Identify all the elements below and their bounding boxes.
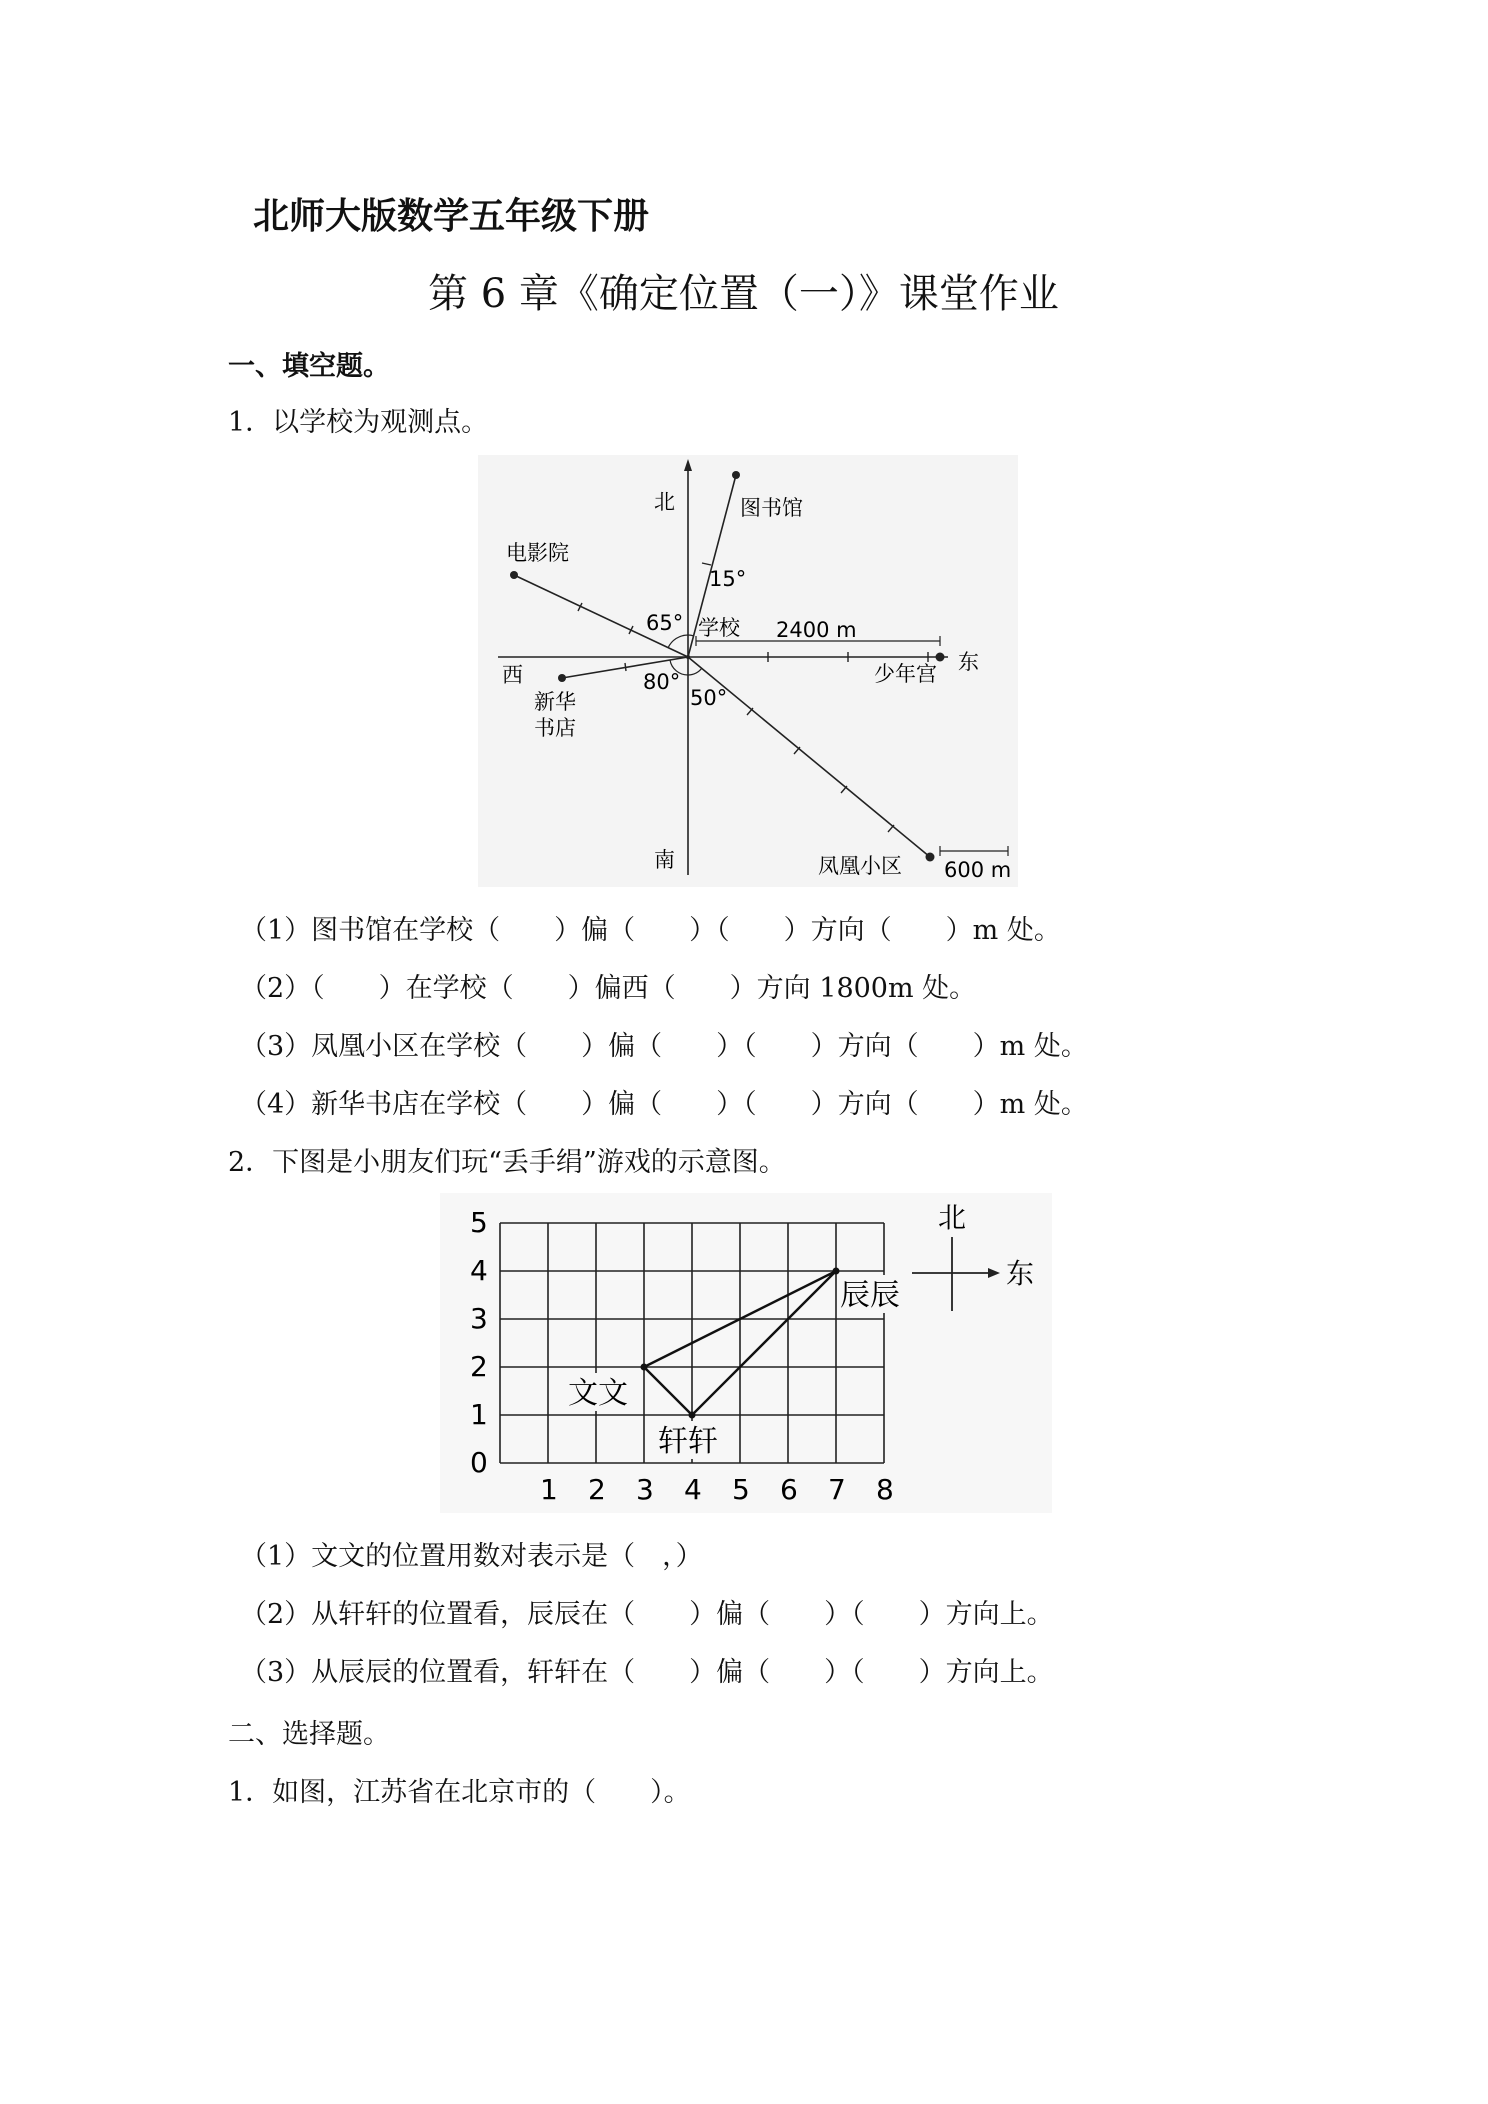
label-angle-50: 50°	[690, 686, 728, 710]
question-1-item-1: （1）图书馆在学校（ ）偏（ ）（ ）方向（ ）m 处。	[240, 915, 1061, 946]
question-1-prompt: 1．以学校为观测点。	[228, 407, 489, 438]
question-2-prompt: 2．下图是小朋友们玩“丢手绢”游戏的示意图。	[228, 1147, 786, 1178]
document-title: 北师大版数学五年级下册	[253, 196, 650, 237]
wenwen-point	[641, 1364, 648, 1371]
x-tick-8: 8	[876, 1473, 894, 1506]
compass-east: 东	[1006, 1257, 1035, 1290]
grid-game-figure	[440, 1193, 1052, 1513]
section-heading-choice: 二、选择题。	[228, 1719, 390, 1750]
label-bookstore-2: 书店	[534, 716, 576, 740]
x-tick-3: 3	[636, 1473, 654, 1506]
label-wenwen: 文文	[568, 1376, 628, 1411]
label-angle-15: 15°	[709, 567, 747, 591]
label-west: 西	[502, 663, 523, 687]
phoenix-point	[926, 853, 935, 862]
chenchen-point	[833, 1268, 840, 1275]
label-school: 学校	[698, 616, 740, 640]
section-heading-fill-in: 一、填空题。	[228, 351, 390, 382]
question-2-item-3: （3）从辰辰的位置看，轩轩在（ ）偏（ ）（ ）方向上。	[240, 1657, 1054, 1688]
xuanxuan-point	[689, 1412, 696, 1419]
youth-palace-point	[936, 653, 945, 662]
y-tick-2: 2	[470, 1350, 488, 1383]
chapter-title: 第 6 章《确定位置（一）》课堂作业	[428, 271, 1059, 317]
label-phoenix: 凤凰小区	[818, 854, 902, 878]
question-1-item-4: （4）新华书店在学校（ ）偏（ ）（ ）方向（ ）m 处。	[240, 1089, 1088, 1120]
label-east: 东	[958, 650, 979, 674]
y-tick-4: 4	[470, 1254, 488, 1287]
y-tick-5: 5	[470, 1206, 488, 1239]
y-tick-0: 0	[470, 1446, 488, 1479]
label-cinema: 电影院	[506, 541, 569, 565]
x-tick-5: 5	[732, 1473, 750, 1506]
label-xuanxuan: 轩轩	[658, 1424, 718, 1459]
label-distance: 2400 m	[776, 618, 857, 642]
question-1-item-3: （3）凤凰小区在学校（ ）偏（ ）（ ）方向（ ）m 处。	[240, 1031, 1088, 1062]
x-tick-7: 7	[828, 1473, 846, 1506]
label-north: 北	[654, 490, 675, 514]
direction-map-figure	[478, 455, 1018, 887]
y-tick-3: 3	[470, 1302, 488, 1335]
label-chenchen: 辰辰	[840, 1278, 900, 1313]
x-tick-6: 6	[780, 1473, 798, 1506]
label-angle-80: 80°	[643, 670, 681, 694]
x-tick-1: 1	[540, 1473, 558, 1506]
x-tick-4: 4	[684, 1473, 702, 1506]
question-2-item-1: （1）文文的位置用数对表示是（ ，）	[240, 1541, 703, 1572]
label-scale: 600 m	[944, 858, 1012, 882]
question-2-item-2: （2）从轩轩的位置看，辰辰在（ ）偏（ ）（ ）方向上。	[240, 1599, 1054, 1630]
x-tick-2: 2	[588, 1473, 606, 1506]
cinema-point	[510, 571, 518, 579]
section-2-question-1: 1．如图，江苏省在北京市的（ ）。	[228, 1777, 691, 1808]
label-angle-65: 65°	[646, 611, 684, 635]
compass-north: 北	[938, 1201, 967, 1234]
label-youth-palace: 少年宫	[874, 662, 937, 686]
question-1-item-2: （2）（ ）在学校（ ）偏西（ ）方向 1800m 处。	[240, 973, 977, 1004]
library-point	[732, 471, 740, 479]
y-tick-1: 1	[470, 1398, 488, 1431]
label-south: 南	[654, 848, 675, 872]
label-bookstore-1: 新华	[534, 690, 576, 714]
bookstore-point	[558, 674, 566, 682]
label-library: 图书馆	[740, 496, 803, 520]
